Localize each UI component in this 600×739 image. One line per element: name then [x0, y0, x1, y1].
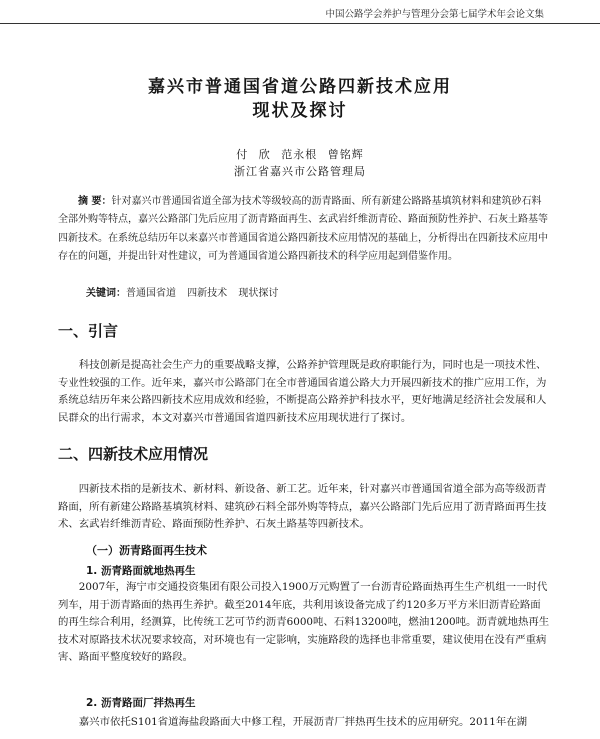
- subsection-heading-asphalt-recycling: （一）沥青路面再生技术: [86, 544, 207, 557]
- keywords-text: 普通国省道 四新技术 现状探讨: [126, 288, 279, 299]
- item-heading-plant-mix: 2. 沥青路面厂拌热再生: [86, 697, 196, 709]
- paper-title-line-2: 现状及探讨: [252, 101, 348, 121]
- keywords: [86, 284, 278, 299]
- author-names: 付 欣 范永根 曾铭辉: [236, 148, 364, 161]
- hot-in-place-paragraph: 2007年，海宁市交通投资集团有限公司投入1900万元购置了一台沥青砼路面热再生生产机组一一时代列车，用于沥青路面的热再生养护。截至2014年底，共利用该设备完成了约120多万平方米旧沥青砼路面的再生综合利用，经测算，比传统工艺可节约沥青6000吨、石料13200吨，燃油1200吨。沥青就地热再生技术对原路技术状况要求较高，对环境也有一定影响，实施路段的选择也非常重要，建议使用在没有严重病害、路面平整度较好的路段。: [58, 581, 550, 664]
- introduction-paragraph: 科技创新是提高社会生产力的重要战略支撑，公路养护管理既是政府职能行为，同时也是一项技术性、专业性较强的工作。近年来，嘉兴市公路部门在全市普通国省道公路大力开展四新技术的推广应用工作，为系统总结历年来公路四新技术应用成效和经验，不断提高公路养护科技水平，更好地满足经济社会发展和人民群众的出行需求，本文对嘉兴市普通国省道四新技术应用现状进行了探讨。: [58, 359, 547, 424]
- applications-paragraph: 四新技术指的是新技术、新材料、新设备、新工艺。近年来，针对嘉兴市普通国省道全部为高等级沥青路面，所有新建公路路基填筑材料、建筑砂石料全部外购等特点，嘉兴公路部门先后应用了沥青路面再生技术、玄武岩纤维沥青砼、路面预防性养护、石灰土路基等四新技术。: [58, 483, 547, 531]
- section-heading-applications: 二、四新技术应用情况: [58, 445, 209, 463]
- plant-mix-paragraph: 嘉兴市依托S101省道海盐段路面大中修工程，开展沥青厂拌热再生技术的应用研究。2011年在湖: [78, 716, 528, 728]
- abstract: [58, 193, 550, 267]
- keywords-label: 关键词：: [86, 288, 126, 299]
- section-heading-introduction: 一、引言: [58, 322, 119, 340]
- abstract-text: 针对嘉兴市普通国省道全部为技术等级较高的沥青路面、所有新建公路路基填筑材料和建筑砂石料全部外购等特点，嘉兴公路部门先后应用了沥青路面再生、玄武岩纤维沥青砼、路面预防性养护、石灰土路基等四新技术。在系统总结历年以来嘉兴市普通国省道公路四新技术应用情况的基础上，分析得出在四新技术应用中存在的问题，并提出针对性建议，可为普通国省道公路四新技术的科学应用起到借鉴作用。: [58, 196, 548, 263]
- author-affiliation: 浙江省嘉兴市公路管理局: [234, 165, 366, 178]
- running-header: 中国公路学会养护与管理分会第七届学术年会论文集: [0, 6, 600, 24]
- paper-title-line-1: 嘉兴市普通国省道公路四新技术应用: [148, 77, 452, 97]
- item-heading-hot-in-place: 1. 沥青路面就地热再生: [86, 565, 196, 577]
- abstract-label: 摘 要：: [78, 196, 112, 207]
